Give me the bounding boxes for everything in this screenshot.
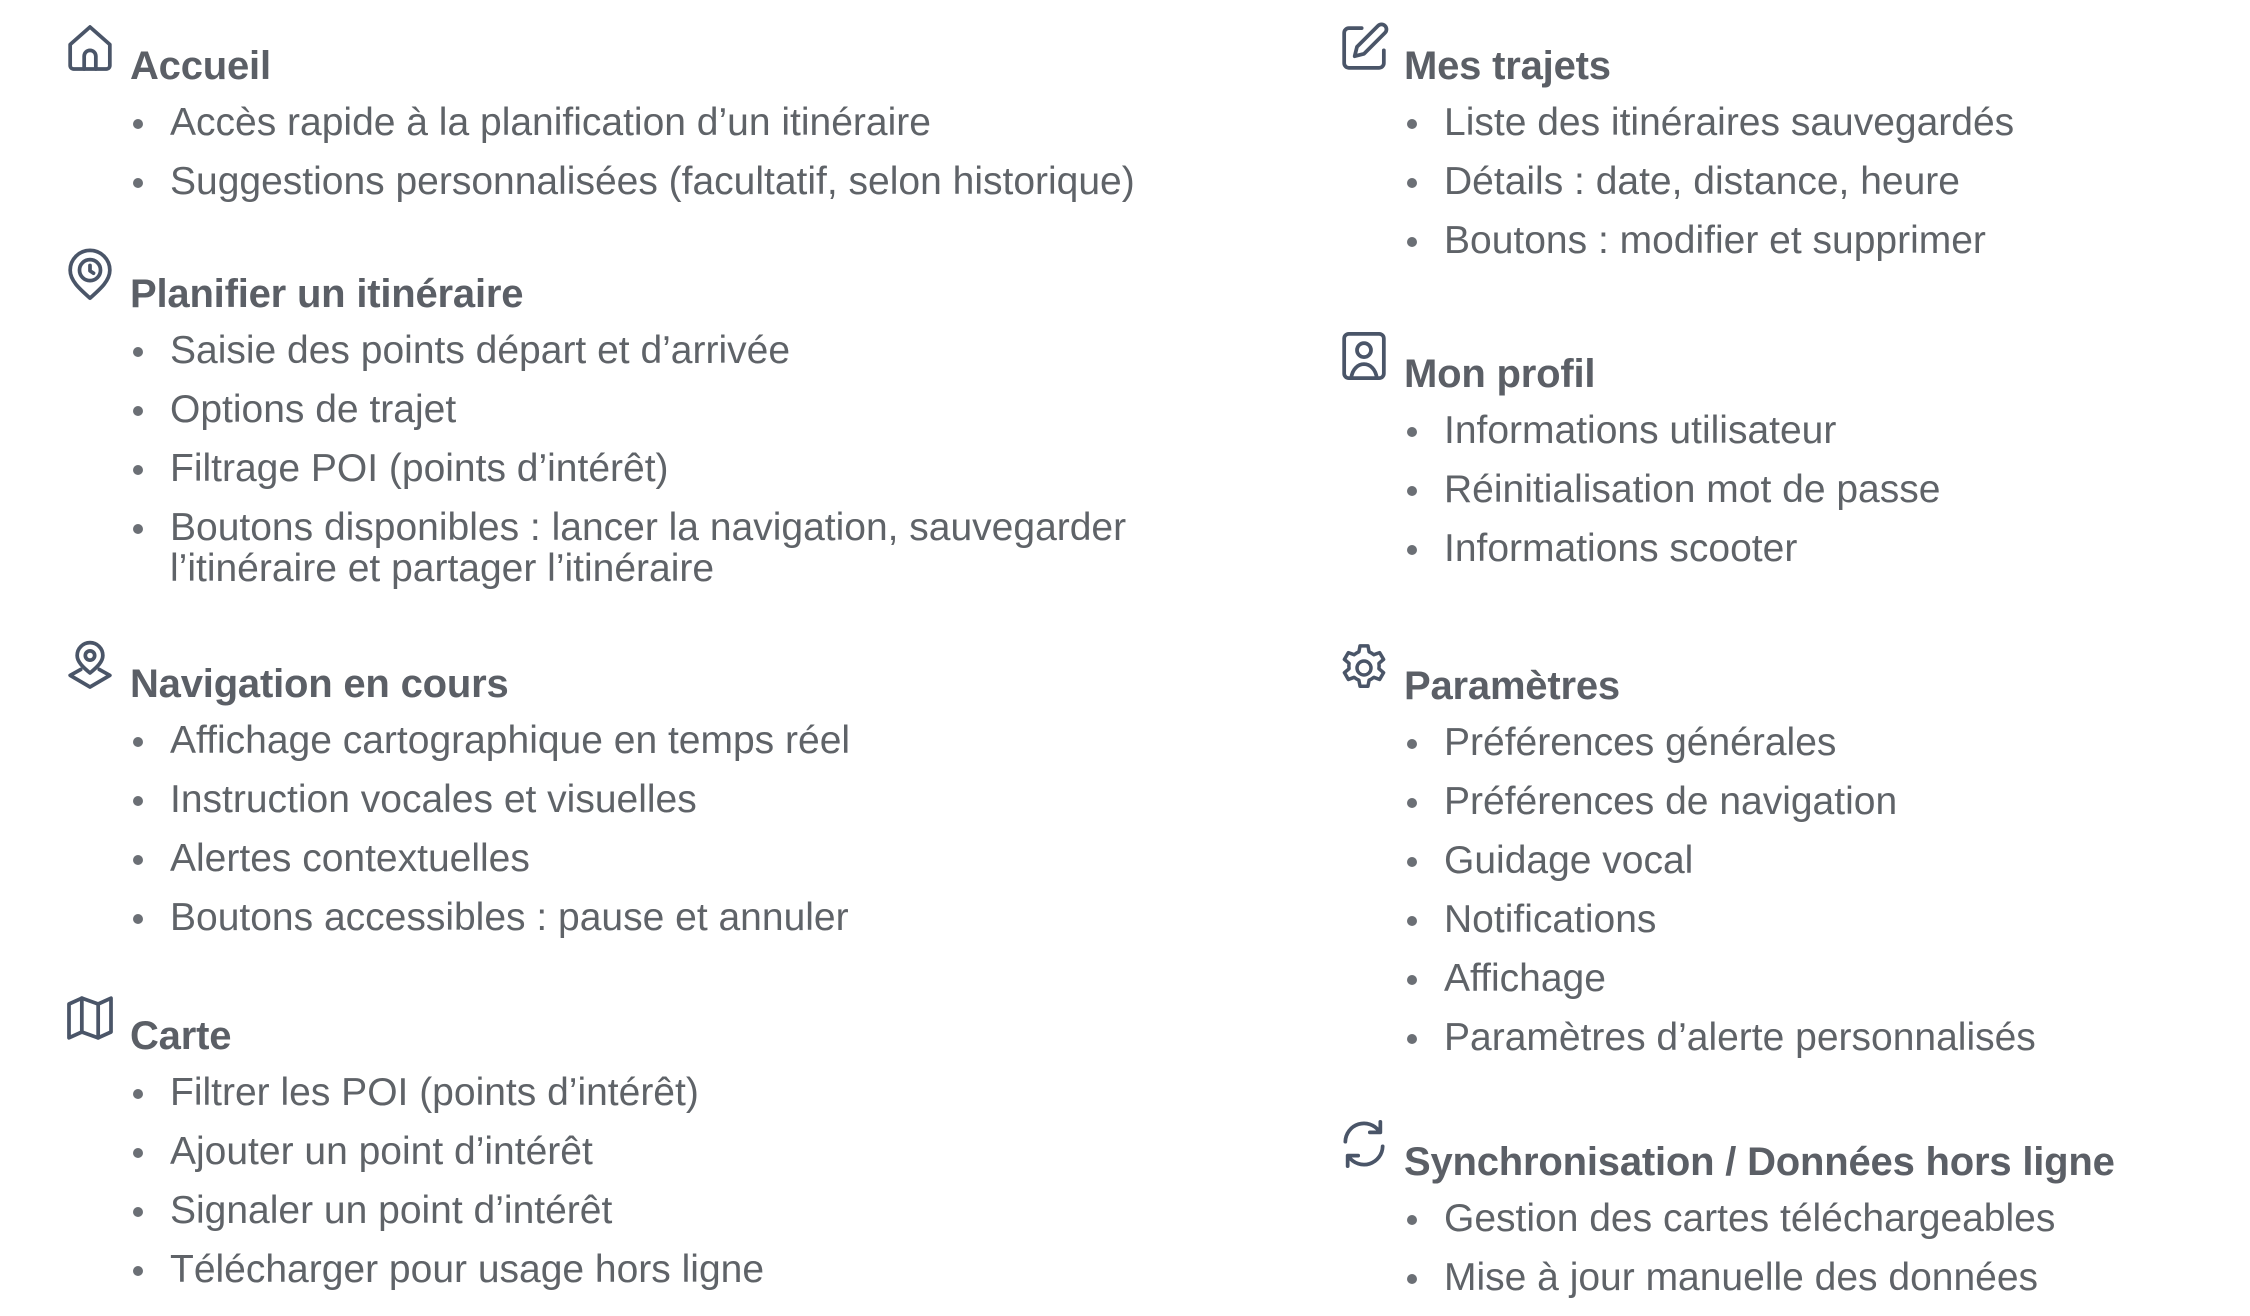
list-item: Gestion des cartes téléchargeables [1404, 1198, 2055, 1239]
list-item: Préférences de navigation [1404, 781, 2036, 822]
list-item: Accès rapide à la planification d’un itinéraire [130, 102, 1135, 143]
item-list [130, 720, 850, 956]
list-item: Affichage cartographique en temps réel [130, 720, 850, 761]
map-icon [62, 990, 118, 1046]
section-title: Accueil [130, 44, 271, 88]
edit-icon [1336, 20, 1392, 76]
list-item: Informations utilisateur [1404, 410, 1940, 451]
list-item: Alertes contextuelles [130, 838, 850, 879]
section-title: Synchronisation / Données hors ligne [1404, 1140, 2115, 1184]
list-item: Préférences générales [1404, 722, 2036, 763]
list-item: Saisie des points départ et d’arrivée [130, 330, 1200, 371]
item-list [1404, 722, 2036, 1076]
list-item: Mise à jour manuelle des données [1404, 1257, 2055, 1298]
list-item: Affichage [1404, 958, 2036, 999]
user-profile-icon [1336, 328, 1392, 384]
item-list [130, 330, 1200, 607]
location-pin-icon [62, 638, 118, 694]
section-title: Planifier un itinéraire [130, 272, 524, 316]
section-title: Mon profil [1404, 352, 1596, 396]
item-list [1404, 410, 1940, 587]
list-item: Ajouter un point d’intérêt [130, 1131, 764, 1172]
list-item: Guidage vocal [1404, 840, 2036, 881]
list-item: Options de trajet [130, 389, 1200, 430]
section-title: Paramètres [1404, 664, 1620, 708]
list-item: Boutons : modifier et supprimer [1404, 220, 2014, 261]
list-item: Réinitialisation mot de passe [1404, 469, 1940, 510]
map-pin-icon [62, 248, 118, 304]
section-title: Carte [130, 1014, 232, 1058]
list-item: Suggestions personnalisées (facultatif, selon historique) [130, 161, 1135, 202]
gear-icon [1336, 640, 1392, 696]
item-list [1404, 102, 2014, 279]
list-item: Filtrer les POI (points d’intérêt) [130, 1072, 764, 1113]
list-item: Télécharger pour usage hors ligne [130, 1249, 764, 1290]
list-item: Filtrage POI (points d’intérêt) [130, 448, 1200, 489]
list-item: Instruction vocales et visuelles [130, 779, 850, 820]
item-list [130, 102, 1135, 220]
list-item: Boutons disponibles : lancer la navigation, sauvegarder l’itinéraire et partager l’itinéraire [130, 507, 1200, 589]
list-item: Paramètres d’alerte personnalisés [1404, 1017, 2036, 1058]
item-list [1404, 1198, 2055, 1316]
list-item: Notifications [1404, 899, 2036, 940]
list-item: Liste des itinéraires sauvegardés [1404, 102, 2014, 143]
section-title: Mes trajets [1404, 44, 1611, 88]
list-item: Informations scooter [1404, 528, 1940, 569]
list-item: Détails : date, distance, heure [1404, 161, 2014, 202]
sync-icon [1336, 1116, 1392, 1172]
section-title: Navigation en cours [130, 662, 509, 706]
item-list [130, 1072, 764, 1308]
list-item: Boutons accessibles : pause et annuler [130, 897, 850, 938]
home-icon [62, 20, 118, 76]
list-item: Signaler un point d’intérêt [130, 1190, 764, 1231]
